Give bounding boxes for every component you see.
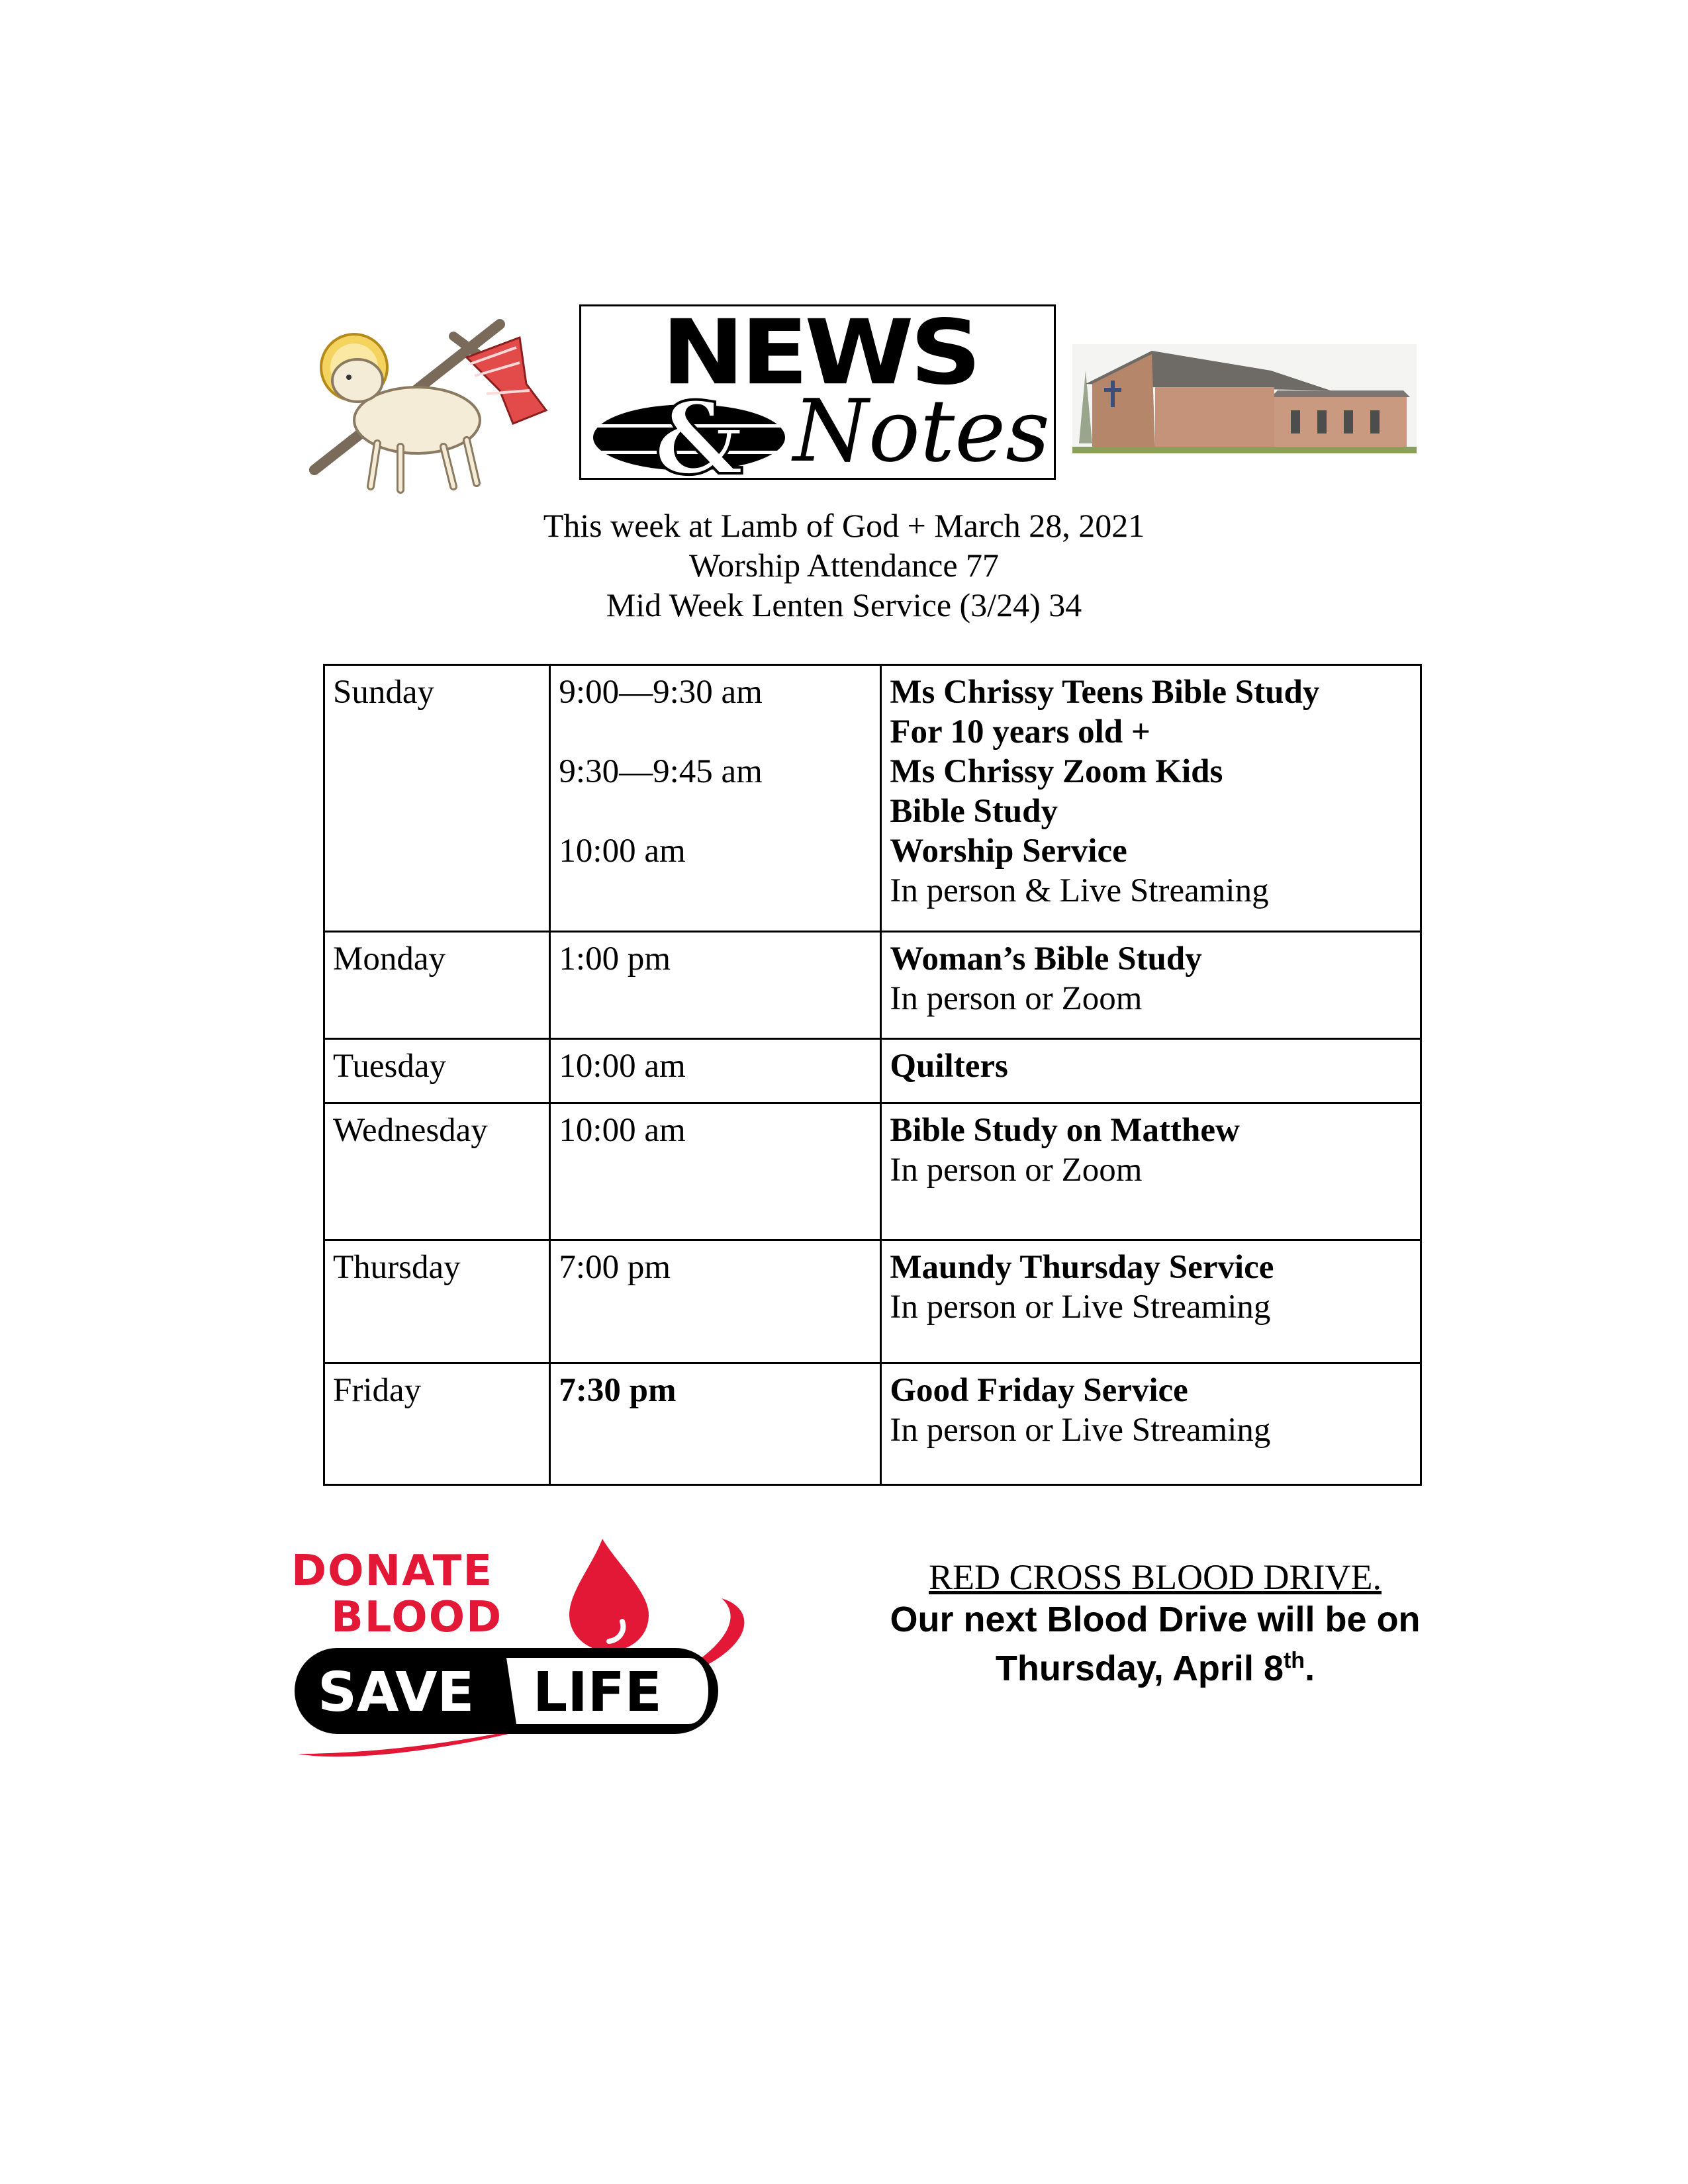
activity-title: Maundy Thursday Service bbox=[890, 1249, 1274, 1286]
logo-life-text: LIFE bbox=[533, 1661, 662, 1724]
schedule-day: Friday bbox=[333, 1372, 422, 1409]
activity-format: In person & Live Streaming bbox=[890, 872, 1269, 909]
logo-ampersand: & bbox=[654, 381, 744, 497]
schedule-activity-cell bbox=[881, 665, 1421, 932]
activity-title: Worship Service bbox=[890, 833, 1127, 870]
schedule-time-cell bbox=[550, 1103, 881, 1240]
schedule-time-cell bbox=[550, 1039, 881, 1103]
lamb-of-god-image bbox=[301, 311, 559, 496]
donate-blood-save-life-logo bbox=[291, 1535, 768, 1767]
schedule-time: 7:30 pm bbox=[559, 1372, 677, 1409]
schedule-day-cell bbox=[324, 932, 550, 1039]
logo-save-text: SAVE bbox=[318, 1661, 475, 1724]
activity-title: Ms Chrissy Teens Bible Study bbox=[890, 674, 1320, 711]
intro-week-line: This week at Lamb of God + March 28, 2021 bbox=[543, 507, 1145, 544]
activity-title: Ms Chrissy Zoom Kids bbox=[890, 753, 1223, 790]
schedule-time: 10:00 am bbox=[559, 1048, 686, 1085]
schedule-activity-cell bbox=[881, 1363, 1421, 1485]
logo-notes-text: Notes bbox=[793, 381, 1050, 481]
schedule-day-cell bbox=[324, 665, 550, 932]
activity-title: Bible Study bbox=[890, 793, 1058, 830]
schedule-time-cell bbox=[550, 1363, 881, 1485]
schedule-time: 10:00 am bbox=[559, 833, 686, 870]
time-spacer bbox=[559, 792, 872, 831]
logo-news-text: NEWS bbox=[661, 301, 978, 405]
schedule-time-cell bbox=[550, 1240, 881, 1363]
schedule-time-cell bbox=[550, 932, 881, 1039]
blood-drive-period: . bbox=[1305, 1649, 1315, 1688]
activity-title: Woman’s Bible Study bbox=[890, 940, 1202, 978]
schedule-time: 1:00 pm bbox=[559, 940, 671, 978]
schedule-row bbox=[324, 1240, 1421, 1363]
schedule-day-cell bbox=[324, 1240, 550, 1363]
schedule-day: Thursday bbox=[333, 1249, 461, 1286]
intro-lenten-line: Mid Week Lenten Service (3/24) 34 bbox=[606, 586, 1082, 623]
schedule-day: Monday bbox=[333, 940, 445, 978]
church-building-image bbox=[1072, 344, 1417, 453]
schedule-activity-cell bbox=[881, 932, 1421, 1039]
activity-title: For 10 years old + bbox=[890, 713, 1150, 751]
activity-title: Good Friday Service bbox=[890, 1372, 1188, 1409]
schedule-row bbox=[324, 932, 1421, 1039]
schedule-row bbox=[324, 1103, 1421, 1240]
schedule-body bbox=[324, 665, 1421, 1485]
schedule-day-cell bbox=[324, 1363, 550, 1485]
schedule-day: Tuesday bbox=[333, 1048, 446, 1085]
blood-drive-date: Thursday, April 8 bbox=[995, 1649, 1284, 1688]
activity-format: In person or Zoom bbox=[890, 980, 1143, 1017]
schedule-time: 10:00 am bbox=[559, 1112, 686, 1149]
blood-drive-title: RED CROSS BLOOD DRIVE. bbox=[928, 1557, 1382, 1597]
activity-title: Quilters bbox=[890, 1048, 1008, 1085]
schedule-time: 7:00 pm bbox=[559, 1249, 671, 1286]
schedule-day: Sunday bbox=[333, 674, 434, 711]
activity-format: In person or Live Streaming bbox=[890, 1289, 1271, 1326]
schedule-row bbox=[324, 1363, 1421, 1485]
schedule-row bbox=[324, 1039, 1421, 1103]
intro-attendance-line: Worship Attendance 77 bbox=[688, 547, 1000, 584]
activity-format: In person or Live Streaming bbox=[890, 1412, 1271, 1449]
schedule-day: Wednesday bbox=[333, 1112, 488, 1149]
schedule-day-cell bbox=[324, 1039, 550, 1103]
blood-drive-line2 bbox=[781, 1640, 1529, 1689]
blood-drive-details bbox=[781, 1599, 1529, 1689]
activity-title: Bible Study on Matthew bbox=[890, 1112, 1240, 1149]
news-and-notes-logo bbox=[579, 301, 1056, 497]
blood-drive-date-suffix: th bbox=[1283, 1648, 1305, 1673]
schedule-time-cell bbox=[550, 665, 881, 932]
schedule-time: 9:00—9:30 am bbox=[559, 674, 763, 711]
activity-format: In person or Zoom bbox=[890, 1152, 1143, 1189]
blood-drive-line1: Our next Blood Drive will be on bbox=[890, 1600, 1421, 1639]
weekly-schedule-table bbox=[323, 664, 1422, 1486]
schedule-time: 9:30—9:45 am bbox=[559, 753, 763, 790]
time-spacer bbox=[559, 712, 872, 752]
schedule-activity-cell bbox=[881, 1039, 1421, 1103]
logo-donate-text: DONATE bbox=[291, 1547, 494, 1596]
schedule-activity-cell bbox=[881, 1103, 1421, 1240]
schedule-row bbox=[324, 665, 1421, 932]
schedule-day-cell bbox=[324, 1103, 550, 1240]
schedule-activity-cell bbox=[881, 1240, 1421, 1363]
logo-blood-text: BLOOD bbox=[331, 1593, 503, 1642]
